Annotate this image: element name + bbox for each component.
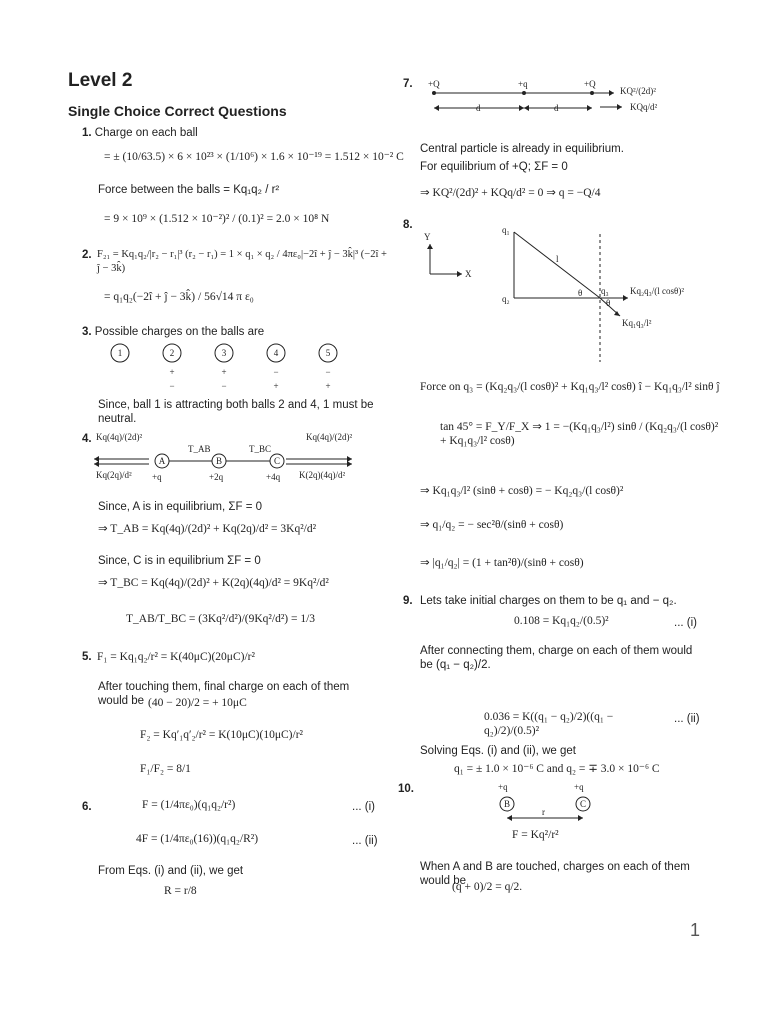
- ball-2: [163, 344, 181, 362]
- svg-text:q₁: q₁: [502, 225, 510, 235]
- q8-eq2: tan 45° = F_Y/F_X ⇒ 1 = −(Kq₁q₃/l²) sinθ / (Kq₂q₃/(l cosθ)² + Kq₁q₃/l² cosθ): [440, 421, 719, 447]
- svg-text:2: 2: [169, 348, 175, 358]
- svg-text:θ: θ: [578, 288, 583, 298]
- q8-eq5: ⇒ |q₁/q₂| = (1 + tan²θ)/(sinθ + cosθ): [420, 557, 584, 569]
- q9-text2: After connecting them, charge on each of them would be (q₁ − q₂)/2.: [420, 645, 693, 671]
- q8-eq1: Force on q₃ = (Kq₂q₃/(l cosθ)² + Kq₁q₃/l² cosθ) î − Kq₁q₃/l² sinθ ĵ: [420, 381, 720, 393]
- q4-eq1: ⇒ T_AB = Kq(4q)/(2d)² + Kq(2q)/d² = 3Kq²/d²: [98, 523, 317, 535]
- q8-force1: Kq₂q₃/(l cosθ)²: [630, 286, 685, 296]
- svg-text:B: B: [215, 456, 223, 466]
- q8-num: 8.: [403, 219, 413, 231]
- q7-force2: KQq/d²: [630, 102, 658, 112]
- charge-sign: −: [169, 381, 175, 391]
- q4-label-tr: Kq(4q)/(2d)²: [306, 432, 353, 442]
- q6-num: 6.: [82, 801, 92, 813]
- q9-tag1: ... (i): [674, 617, 697, 629]
- q9-text3: Solving Eqs. (i) and (ii), we get: [420, 745, 576, 757]
- svg-text:+2q: +2q: [209, 472, 224, 482]
- q9-eq1: 0.108 = Kq₁q₂/(0.5)²: [514, 615, 609, 627]
- q6-eq3: R = r/8: [164, 885, 197, 897]
- q4-diagram: [94, 430, 356, 496]
- svg-text:q₃: q₃: [601, 286, 609, 296]
- ball-5: [319, 344, 337, 362]
- q7-diagram: [424, 76, 694, 132]
- q3-text2: Since, ball 1 is attracting both balls 2 and 4, 1 must be neutral.: [98, 399, 374, 425]
- svg-text:A: A: [158, 456, 166, 466]
- q8-diagram: [420, 222, 690, 370]
- q5-eq2: (40 − 20)/2 = + 10μC: [148, 697, 247, 709]
- ball-3: [215, 344, 233, 362]
- svg-text:Y: Y: [424, 232, 431, 242]
- q6-eq1: F = (1/4πε₀)(q₁q₂/r²): [142, 799, 236, 811]
- svg-text:1: 1: [117, 348, 123, 358]
- svg-text:θ: θ: [606, 298, 611, 308]
- q6-text1: From Eqs. (i) and (ii), we get: [98, 865, 244, 877]
- q9-eq2: 0.036 = K((q₁ − q₂)/2)((q₁ − q₂)/2)/(0.5)²: [484, 711, 614, 737]
- q1-eq1: = ± (10/63.5) × 6 × 10²³ × (1/10⁶) × 1.6 × 10⁻¹⁹ = 1.512 × 10⁻² C: [104, 151, 404, 163]
- charge-sign: +: [169, 367, 175, 377]
- q1-eq2: = 9 × 10⁹ × (1.512 × 10⁻²)² / (0.1)² = 2.0 × 10⁸ N: [104, 213, 330, 225]
- q10-text1: When A and B are touched, charges on each of them would be: [420, 861, 690, 887]
- q1: 1. Charge on each ball: [82, 127, 198, 139]
- q5-eq4: F₁/F₂ = 8/1: [140, 763, 191, 775]
- page-title: Level 2: [68, 70, 133, 91]
- q10-num: 10.: [398, 783, 414, 795]
- charge-sign: −: [221, 381, 227, 391]
- q8-force2: Kq₁q₃/l²: [622, 318, 652, 328]
- q7-text1: Central particle is already in equilibrium.: [420, 143, 624, 155]
- q4-label-br: K(2q)(4q)/d²: [299, 470, 346, 480]
- q4-eq2: ⇒ T_BC = Kq(4q)/(2d)² + K(2q)(4q)/d² = 9Kq²/d²: [98, 577, 329, 589]
- svg-text:B: B: [503, 799, 511, 809]
- ball-1: [111, 344, 129, 362]
- charge-sign: +: [273, 381, 279, 391]
- charge-sign: +: [325, 381, 331, 391]
- svg-text:+q: +q: [152, 472, 162, 482]
- charge-sign: −: [325, 367, 331, 377]
- q7-num: 7.: [403, 78, 413, 90]
- q5-num: 5.: [82, 651, 92, 663]
- q9-eq3: q₁ = ± 1.0 × 10⁻⁶ C and q₂ = ∓ 3.0 × 10⁻⁶ C: [454, 763, 660, 775]
- q4-tab: T_AB: [188, 444, 211, 454]
- q7-text2: For equilibrium of +Q; ΣF = 0: [420, 161, 568, 173]
- q3-balls-diagram: [100, 342, 350, 394]
- svg-text:+q: +q: [574, 782, 584, 792]
- q6-eq2: 4F = (1/4πε₀(16))(q₁q₂/R²): [136, 833, 259, 845]
- svg-text:+q: +q: [498, 782, 508, 792]
- q9-tag2: ... (ii): [674, 713, 700, 725]
- q1-text: Charge on each ball: [94, 127, 198, 139]
- q3: 3. Possible charges on the balls are: [82, 326, 265, 338]
- q10-eq2: (q + 0)/2 = q/2.: [452, 881, 523, 893]
- q4-num: 4.: [82, 433, 92, 445]
- q2-num: 2.: [82, 249, 92, 261]
- charge-sign: +: [221, 367, 227, 377]
- q2-eq2: = q₁q₂(−2î + ĵ − 3k̂) / 56√14 π ε₀: [104, 291, 254, 303]
- charge-sign: −: [273, 367, 279, 377]
- q6-tag1: ... (i): [352, 801, 375, 813]
- q1-text2: Force between the balls = Kq₁q₂ / r²: [98, 184, 280, 196]
- svg-text:+Q: +Q: [428, 79, 440, 89]
- svg-text:q₂: q₂: [502, 294, 510, 304]
- svg-text:+4q: +4q: [266, 472, 281, 482]
- svg-text:r: r: [542, 807, 545, 817]
- q5-text1: After touching them, final charge on each of them would be: [98, 681, 350, 707]
- section-subtitle: Single Choice Correct Questions: [68, 103, 287, 119]
- svg-text:d: d: [554, 103, 559, 113]
- svg-text:d: d: [476, 103, 481, 113]
- q10-eq1: F = Kq²/r²: [512, 829, 559, 841]
- q8-eq3: ⇒ Kq₁q₃/l² (sinθ + cosθ) = − Kq₂q₃/(l cosθ)²: [420, 485, 624, 497]
- q6-tag2: ... (ii): [352, 835, 378, 847]
- q4-label-bl: Kq(2q)/d²: [96, 470, 132, 480]
- svg-text:X: X: [465, 269, 472, 279]
- q9-num: 9.: [403, 595, 413, 607]
- q4-label-tl: Kq(4q)/(2d)²: [96, 432, 143, 442]
- ball-4: [267, 344, 285, 362]
- q8-eq4: ⇒ q₁/q₂ = − sec²θ/(sinθ + cosθ): [420, 519, 564, 531]
- q5-eq1: F₁ = Kq₁q₂/r² = K(40μC)(20μC)/r²: [97, 651, 255, 663]
- svg-text:l: l: [556, 254, 559, 264]
- svg-text:4: 4: [273, 348, 279, 358]
- svg-text:3: 3: [221, 348, 227, 358]
- q9-text1: Lets take initial charges on them to be q₁ and − q₂.: [420, 595, 677, 607]
- q4-text1: Since, A is in equilibrium, ΣF = 0: [98, 501, 263, 513]
- q7-force1: KQ²/(2d)²: [620, 86, 656, 96]
- svg-text:5: 5: [325, 348, 331, 358]
- q7-eq1: ⇒ KQ²/(2d)² + KQq/d² = 0 ⇒ q = −Q/4: [420, 187, 601, 199]
- svg-text:+q: +q: [518, 79, 528, 89]
- q4-text2: Since, C is in equilibrium ΣF = 0: [98, 555, 261, 567]
- q10-diagram: [490, 780, 610, 826]
- q2-eq1: F₂₁ = Kq₁q₂/|r₂ − r₁|³ (r₂ − r₁) = 1 × q₁ × q₂ / 4πε₀|−2î + ĵ − 3k̂|³ (−2î + ĵ − 3k̂): [97, 249, 387, 274]
- q4-eq3: T_AB/T_BC = (3Kq²/d²)/(9Kq²/d²) = 1/3: [126, 613, 316, 625]
- q4-tbc: T_BC: [249, 444, 272, 454]
- svg-text:C: C: [273, 456, 281, 466]
- q5-eq3: F₂ = Kq′₁q′₂/r² = K(10μC)(10μC)/r²: [140, 729, 303, 741]
- page-number: 1: [689, 920, 700, 940]
- svg-text:C: C: [579, 799, 587, 809]
- svg-text:+Q: +Q: [584, 79, 596, 89]
